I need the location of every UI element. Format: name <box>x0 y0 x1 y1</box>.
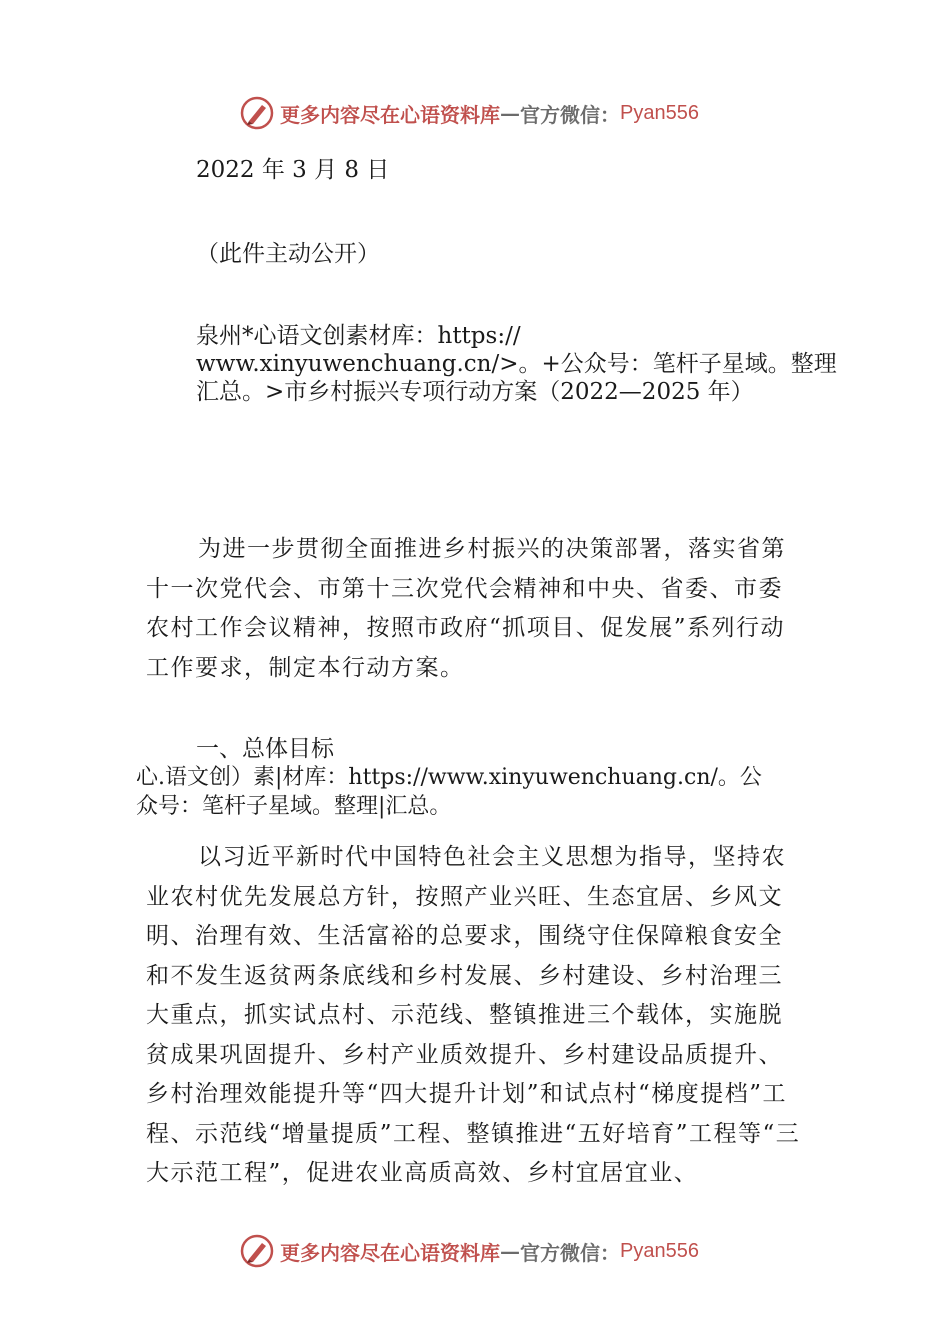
title-line-1: 泉州*心语文创素材库：https:// <box>196 323 521 349</box>
banner-dash: — <box>500 101 520 125</box>
watermark-text <box>136 763 836 821</box>
pen-logo-icon <box>240 1234 274 1268</box>
disclosure-note: （此件主动公开） <box>196 241 380 267</box>
footer-banner <box>240 1234 699 1268</box>
watermark-line-1: 心.语文创）素|材库：https://www.xinyuwenchuang.cn/。公 <box>136 765 762 790</box>
intro-paragraph <box>146 530 806 688</box>
banner-wechat-id: Pyan556 <box>620 101 699 124</box>
banner-sub-text: 官方微信： <box>520 102 620 127</box>
pen-logo-icon <box>240 96 274 130</box>
banner-main-text: 更多内容尽在心语资料库 <box>280 1240 500 1265</box>
header-banner <box>240 96 699 130</box>
section-heading-1: 一、总体目标 <box>196 736 334 762</box>
title-line-3: 汇总。>市乡村振兴专项行动方案（2022—2025 年） <box>196 379 754 405</box>
body-text: 以习近平新时代中国特色社会主义思想为指导，坚持农业农村优先发展总方针，按照产业兴旺、生态宜居、乡风文明、治理有效、生活富裕的总要求，围绕守住保障粮食安全和不发生返贫两条底线和乡村发展、乡村建设、乡村治理三大重点，抓实试点村、示范线、整镇推进三个载体，实施脱贫成果巩固提升、乡村产业质效提升、乡村建设品质提升、乡村治理效能提升等“四大提升计划”和试点村“梯度提档”工程、示范线“增量提质”工程、整镇推进“五好培育”工程等“三大示范工程”，促进农业高质高效、乡村宜居宜业、 <box>146 844 801 1186</box>
banner-wechat-id: Pyan556 <box>620 1239 699 1262</box>
document-date: 2022 年 3 月 8 日 <box>196 157 390 183</box>
banner-main-text: 更多内容尽在心语资料库 <box>280 102 500 127</box>
body-paragraph <box>146 838 806 1194</box>
title-line-2: www.xinyuwenchuang.cn/>。+公众号：笔杆子星域。整理 <box>196 351 837 377</box>
banner-sub-text: 官方微信： <box>520 1240 620 1265</box>
banner-dash: — <box>500 1239 520 1263</box>
watermark-line-2: 众号：笔杆子星域。整理|汇总。 <box>136 794 452 819</box>
intro-text: 为进一步贯彻全面推进乡村振兴的决策部署，落实省第十一次党代会、市第十三次党代会精神和中央、省委、市委农村工作会议精神，按照市政府“抓项目、促发展”系列行动工作要求，制定本行动方案。 <box>146 536 786 681</box>
